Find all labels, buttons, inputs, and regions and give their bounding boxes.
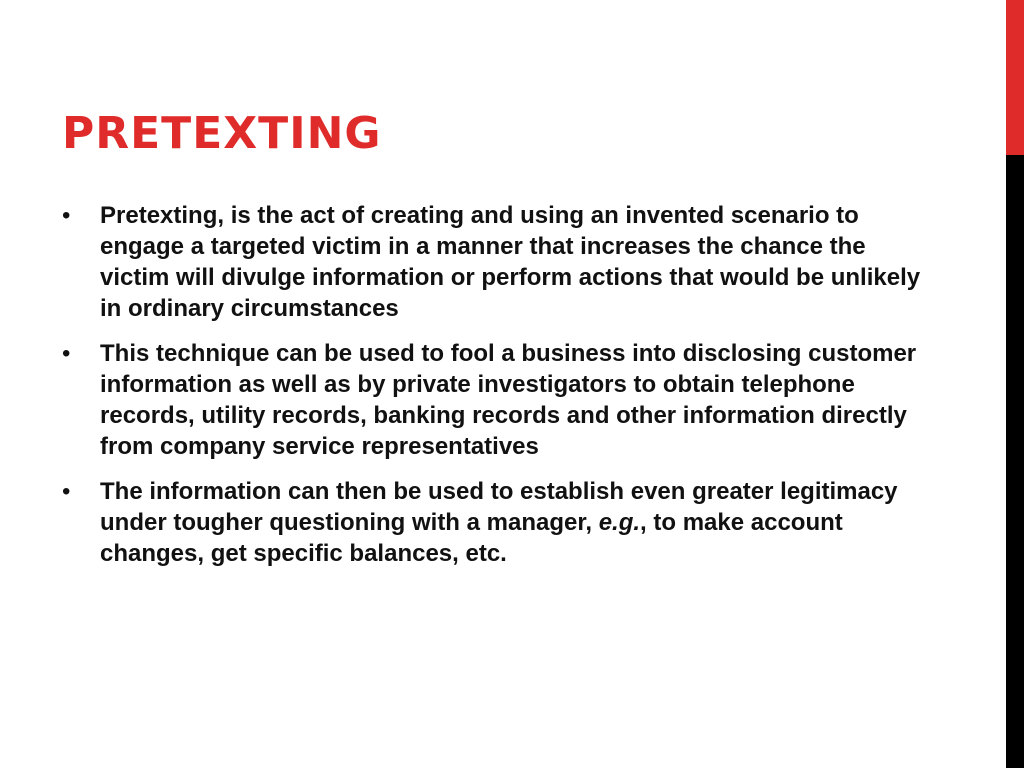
bullet-text-before: The information can then be used to establish even greater legitimacy under tougher questioning with a manager, <box>100 478 898 536</box>
bullet-item-definition <box>62 200 932 324</box>
bullet-text: This technique can be used to fool a business into disclosing customer information as well as by private investigators to obtain telephone records, utility records, banking records and other information directly from company service representatives <box>100 340 917 460</box>
bullet-text: Pretexting, is the act of creating and using an invented scenario to engage a targeted victim in a manner that increases the chance the victim will divulge information or perform actions that would be unlikely in ordinary circumstances <box>100 202 921 322</box>
bullet-item-usage <box>62 476 932 569</box>
bullet-item-technique <box>62 338 932 462</box>
bullet-dot-icon: • <box>62 340 71 367</box>
bullet-dot-icon: • <box>62 202 71 229</box>
bullet-text-italic: e.g. <box>598 509 641 536</box>
bullet-text-after: , to make account changes, get specific balances, etc. <box>100 509 843 567</box>
slide-title: PRETEXTING <box>62 108 382 159</box>
bullet-list <box>62 200 932 583</box>
bullet-dot-icon: • <box>62 478 71 505</box>
bullet-text <box>100 478 898 567</box>
accent-bar-red <box>1006 0 1024 155</box>
accent-bar-black <box>1006 155 1024 768</box>
